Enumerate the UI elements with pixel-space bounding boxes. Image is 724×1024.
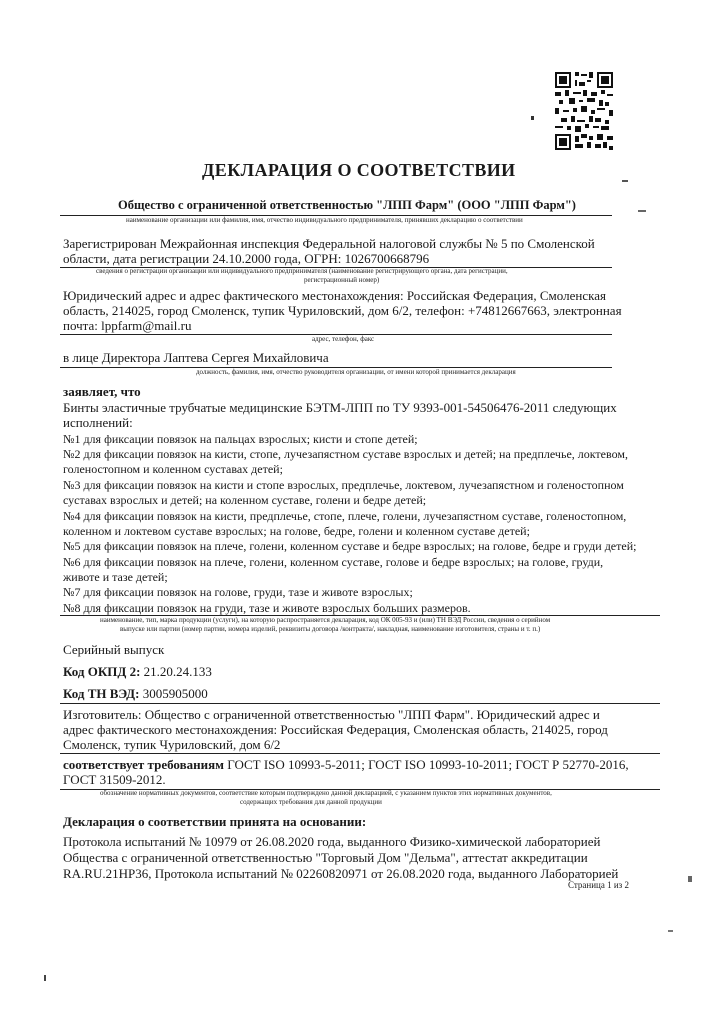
address-line: область, 214025, город Смоленск, тупик Чуриловский, дом 6/2, телефон: +74812667663, электронная — [63, 303, 622, 318]
product-line: исполнений: — [63, 415, 133, 430]
registration-line: области, дата регистрации 24.10.2000 года, ОГРН: 1026700668796 — [63, 251, 430, 266]
product-line: суставах взрослых и детей; на коленном суставе, голени и бедре детей; — [63, 493, 427, 507]
scan-mark — [531, 116, 534, 120]
conformity-line — [63, 757, 629, 773]
basis-line: Общества с ограниченной ответственностью "Торговый Дом "Дельма", аттестат аккредитации — [63, 850, 588, 865]
product-line: коленном и локтевом суставе взрослых; на голове, бедре, голени и коленном суставе детей; — [63, 524, 530, 538]
product-line: №8 для фиксации повязок на груди, тазе и животе взрослых больших размеров. — [63, 601, 471, 615]
page-number: Страница 1 из 2 — [568, 880, 629, 890]
product-line: Бинты эластичные трубчатые медицинские БЭТМ-ЛПП по ТУ 9393-001-54506476-2011 следующих — [63, 400, 617, 415]
manufacturer-line: Изготовитель: Общество с ограниченной ответственностью "ЛПП Фарм". Юридический адрес и — [63, 707, 600, 722]
registration-caption: регистрационный номер) — [304, 276, 380, 284]
qr-code — [555, 72, 613, 150]
scan-mark — [638, 210, 646, 212]
manufacturer-line: адрес фактического местонахождения: Российская Федерация, Смоленская область, 214025, город — [63, 722, 608, 737]
applicant-name: Общество с ограниченной ответственностью "ЛПП Фарм" (ООО "ЛПП Фарм") — [118, 198, 576, 212]
product-line: №7 для фиксации повязок на голове, груди, тазе и животе взрослых; — [63, 585, 413, 599]
product-line: №5 для фиксации повязок на плече, голени, коленном суставе и бедре взрослых; на голове, бедре и груди детей; — [63, 539, 637, 553]
product-caption: выпуске или партии (номер партии, номера изделий, реквизиты договора /контракта/, накладная, наименование изготовителя, страны и т. п.) — [120, 625, 541, 633]
manufacturer-line: Смоленск, тупик Чуриловский, дом 6/2 — [63, 737, 281, 752]
product-caption: наименование, тип, марка продукции (услуги), на которую распространяется декларация, код ОК 005-93 и (или) ТН ВЭД России, сведения о серийном — [100, 616, 551, 624]
declares-label: заявляет, что — [63, 384, 141, 399]
product-line: животе и тазе детей; — [63, 570, 168, 584]
applicant-caption: наименование организации или фамилия, имя, отчество индивидуального предпринимателя, принявших декларацию о соответствии — [126, 216, 523, 224]
divider — [60, 753, 660, 754]
basis-line: Протокола испытаний № 10979 от 26.08.2020 года, выданного Физико-химической лабораторией — [63, 834, 601, 849]
product-line: №2 для фиксации повязок на кисти, стопе, лучезапястном суставе взрослых и детей; на предплечье, локтевом, — [63, 447, 628, 461]
product-line: №3 для фиксации повязок на кисти и стопе взрослых, предплечье, локтевом, лучезапястном и голеностопном — [63, 478, 624, 492]
tnved-value: 3005905000 — [139, 686, 208, 701]
registration-line: Зарегистрирован Межрайонная инспекция Федеральной налоговой службы № 5 по Смоленской — [63, 236, 595, 251]
scan-mark — [622, 180, 628, 182]
okpd-value: 21.20.24.133 — [140, 664, 212, 679]
serial-release: Серийный выпуск — [63, 642, 165, 657]
okpd-label: Код ОКПД 2: — [63, 664, 141, 679]
scan-mark — [668, 930, 673, 932]
basis-line: RA.RU.21НР36, Протокола испытаний № 02260820971 от 26.08.2020 года, выданного Лабораторией — [63, 866, 619, 881]
okpd-code — [63, 664, 212, 680]
product-line: №4 для фиксации повязок на кисти, предплечье, стопе, плече, голени, лучезапястном суставе, голеностопном, — [63, 509, 627, 523]
divider — [60, 703, 660, 704]
product-line: №1 для фиксации повязок на пальцах взрослых; кисти и стопе детей; — [63, 432, 418, 446]
conforms-caption: обозначение нормативных документов, соответствие которым подтверждено данной декларацией, с указанием пунктов этих нормативных документов, — [100, 789, 552, 797]
tnved-label: Код ТН ВЭД: — [63, 686, 140, 701]
scan-mark — [44, 975, 46, 981]
tnved-code — [63, 686, 208, 702]
scan-mark — [688, 876, 692, 882]
director-caption: должность, фамилия, имя, отчество руководителя организации, от имени которой принимается декларация — [196, 368, 516, 376]
address-line: Юридический адрес и адрес фактического местонахождения: Российская Федерация, Смоленская — [63, 288, 606, 303]
product-line: №6 для фиксации повязок на плече, голени, коленном суставе, голове и бедре взрослых; на голове, груди, — [63, 555, 604, 569]
document-title: ДЕКЛАРАЦИЯ О СООТВЕТСТВИИ — [202, 160, 516, 180]
conforms-caption: содержащих требования для данной продукции — [240, 798, 382, 806]
conformity-line: ГОСТ 31509-2012. — [63, 772, 166, 787]
conforms-label: соответствует требованиям — [63, 757, 224, 772]
address-line: почта: lppfarm@mail.ru — [63, 318, 192, 333]
address-caption: адрес, телефон, факс — [312, 335, 375, 343]
product-line: голеностопном и коленном суставах детей; — [63, 462, 283, 476]
director: в лице Директора Лаптева Сергея Михайловича — [63, 350, 329, 365]
conforms-standards: ГОСТ ISO 10993-5-2011; ГОСТ ISO 10993-10-2011; ГОСТ Р 52770-2016, — [224, 757, 629, 772]
basis-heading: Декларация о соответствии принята на основании: — [63, 814, 367, 829]
registration-caption: сведения о регистрации организации или индивидуального предпринимателя (наименование регистрирующего органа, дата регистрации, — [96, 267, 508, 275]
